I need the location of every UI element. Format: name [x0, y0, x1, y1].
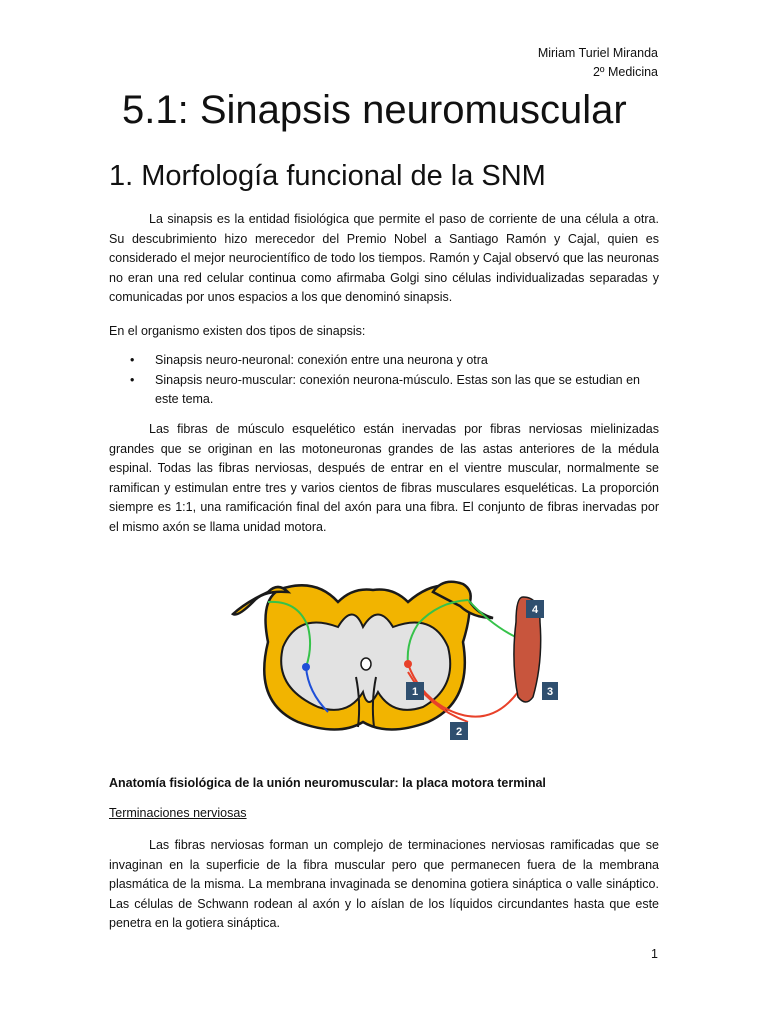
- neuron-soma-left: [302, 663, 310, 671]
- paragraph-motor-unit: Las fibras de músculo esquelético están inervadas por fibras nerviosas mielinizadas grandes que se originan en las motoneuronas grandes de las astas anteriores de la médula espinal. Todas las fibras nerviosas, después de entrar en el vientre muscular, normalmente se ramifican y estimulan entre tres y varios cientos de fibras musculares esqueléticas. La proporción siempre es 1:1, una ramificación final del axón para una fibra. El conjunto de fibras inervadas por el mismo axón se llama unidad motora.: [109, 422, 659, 534]
- author-name: Miriam Turiel Miranda: [537, 46, 658, 60]
- subheading-nerve-endings: Terminaciones nerviosas: [109, 806, 247, 820]
- list-item: [109, 371, 659, 410]
- list-item-text: Sinapsis neuro-neuronal: conexión entre una neurona y otra: [155, 353, 488, 367]
- central-canal: [361, 658, 371, 670]
- spinal-cord-diagram: [228, 572, 558, 752]
- paragraph-intro: La sinapsis es la entidad fisiológica que permite el paso de corriente de una célula a otra. Su descubrimiento hizo merecedor del Premio Nobel a Santiago Ramón y Cajal, quien es considerado el mejor neurocientífico de todo los tiempos. Ramón y Cajal observó que las neuronas no eran una red celular continua como afirmaba Golgi sino células individualizadas separadas y comunicadas por unos espacios a los que denominó sinapsis.: [109, 212, 659, 305]
- spinal-cord-figure: [228, 572, 558, 752]
- page-number: 1: [651, 947, 658, 961]
- label-1-text: 1: [411, 686, 419, 698]
- label-2-text: 2: [455, 726, 463, 738]
- label-4: [526, 600, 544, 618]
- paragraph-nerve-endings: Las fibras nerviosas forman un complejo de terminaciones nerviosas ramificadas que se invaginan en la superficie de la fibra muscular pero que permanecen fuera de la membrana plasmática de la misma. La membrana invaginada se denomina gotiera sináptica o valle sináptico. Las células de Schwann rodean al axón y lo aíslan de los líquidos circundantes hasta que este penetra en la gotiera sináptica.: [109, 838, 659, 931]
- course-label: 2º Medicina: [592, 65, 658, 79]
- label-4-text: 4: [531, 604, 539, 616]
- label-2: [450, 722, 468, 740]
- bullet-icon: •: [130, 353, 135, 367]
- subheading-motor-endplate: Anatomía fisiológica de la unión neuromuscular: la placa motora terminal: [109, 776, 546, 790]
- synapse-types-list: [109, 351, 659, 410]
- list-item-text: Sinapsis neuro-muscular: conexión neurona-músculo. Estas son las que se estudian en este tema.: [155, 372, 640, 407]
- page-title: 5.1: Sinapsis neuromuscular: [122, 88, 627, 132]
- header-author-block: [538, 44, 658, 82]
- bullet-icon: •: [130, 372, 135, 387]
- list-item: [109, 351, 659, 371]
- label-1: [406, 682, 424, 700]
- label-3: [542, 682, 558, 700]
- label-3-text: 3: [546, 686, 554, 698]
- section-heading: 1. Morfología funcional de la SNM: [109, 160, 546, 192]
- neuron-soma-right: [404, 660, 412, 668]
- paragraph-types: En el organismo existen dos tipos de sinapsis:: [109, 324, 366, 338]
